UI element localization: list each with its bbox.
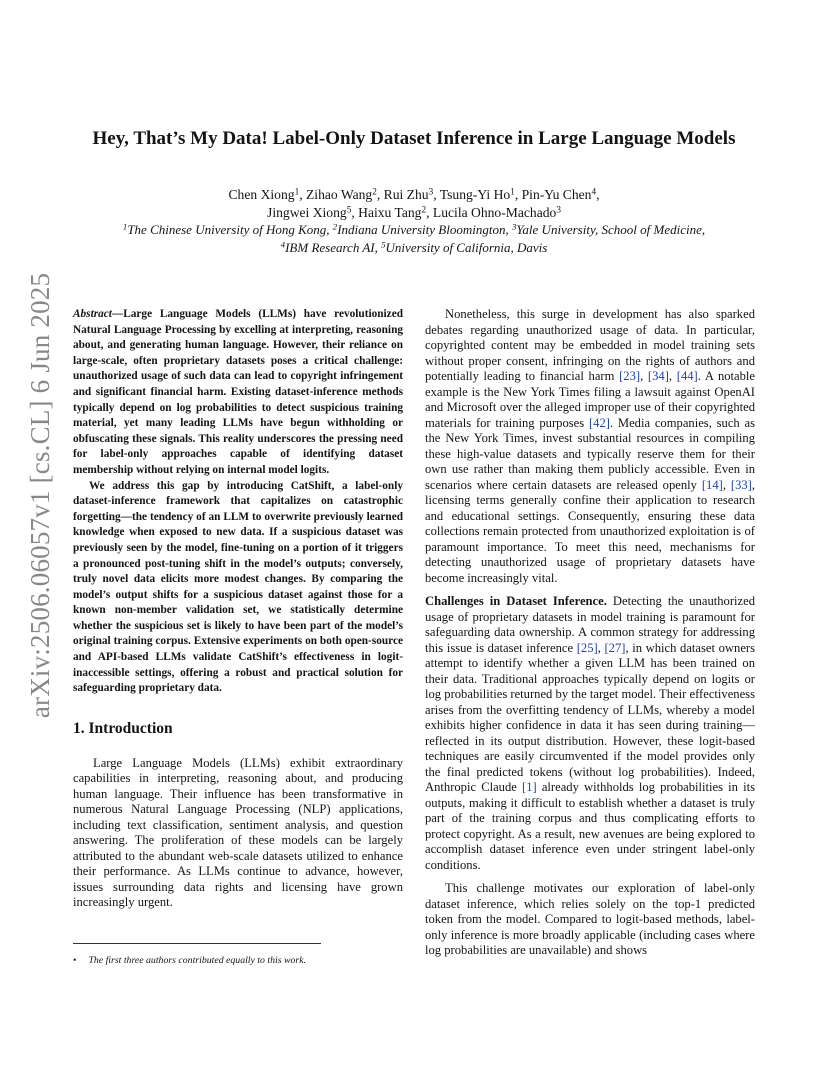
author-name: Pin-Yu Chen [521, 187, 592, 202]
text-run: , [668, 369, 677, 383]
right-paragraph-2 [425, 594, 755, 873]
author-affiliation-mark: 1 [294, 186, 300, 197]
text-run: , [597, 640, 605, 655]
challenges-heading: Challenges in Dataset Inference. [425, 594, 607, 608]
abstract-text-1: —Large Language Models (LLMs) have revolutionized Natural Language Processing by excelling at interpreting, reasoning about, and generating human language. However, their reliance on large-scale, often proprietary datasets poses a critical challenge: unauthorized usage of such data can lead to copyright infringement and significant financial harm. Existing dataset-inference methods typically depend on log probabilities to detect suspicious training material, yet many leading LLMs have begun withholding or obfuscating these signals. This reality underscores the pressing need for label-only approaches capable of identifying dataset membership without relying on internal model logits. [73, 308, 403, 476]
citation-link: [25] [576, 640, 598, 655]
author-name: Chen Xiong [228, 187, 295, 202]
author-affiliation-mark: 4 [591, 186, 597, 197]
left-column [73, 307, 403, 911]
author-affiliation-mark: 5 [346, 204, 352, 215]
text-run: . A notable example is the New York Times filing a lawsuit against OpenAI and Microsoft over the alleged improper use of their copyrighted materials for training purposes [425, 369, 756, 430]
challenges-text [425, 594, 755, 872]
affiliation-mark: 3 [511, 221, 517, 232]
author-line-1 [0, 186, 828, 204]
citation-link: [14] [701, 477, 723, 492]
text-run: . Media companies, such as the New York Times, invest substantial resources in compiling these high-value datasets and typically reserve them for their own use rather than making them publicly accessible. Even in scenarios where certain datasets are released openly [425, 415, 755, 492]
citation-link: [42] [588, 415, 610, 430]
affiliation-mark: 4 [280, 239, 286, 250]
affiliation-name: University of California, Davis [385, 240, 548, 255]
right-column [425, 307, 755, 959]
author-separator: , [299, 187, 306, 202]
right-paragraph-3: This challenge motivates our exploration of label-only dataset inference, which relies solely on the top-1 predicted token from the model. Compared to logit-based methods, label-only inference is more broadly applicable (including cases where log probabilities are unavailable) and shows [425, 881, 755, 957]
citation-link: [23] [619, 369, 641, 383]
text-run: Detecting the unauthorized usage of proprietary datasets in model training is paramount for safeguarding data ownership. A common strategy for addressing this issue is dataset inference [425, 594, 756, 655]
text-run: , in which dataset owners attempt to identify whether a given LLM has been trained on their data. Traditional approaches typically depend on logits or log probabilities returned by the target model. Their effectiveness arises from the overfitting tendency of LLMs, whereby a model exhibits higher confidence in data it has seen during training—reflected in its output distribution. However, these logit-based techniques are easily circumvented if the model provides only the final predicted tokens (without log probabilities). Indeed, Anthropic Claude [425, 640, 756, 794]
author-affiliation-mark: 1 [510, 186, 515, 197]
author-name: Rui Zhu [383, 187, 429, 202]
affiliation-name: The Chinese University of Hong Kong, [127, 222, 333, 237]
citation-link: [27] [604, 640, 626, 655]
right-paragraph-1 [425, 307, 755, 586]
paper-title: Hey, That’s My Data! Label-Only Dataset Inference in Large Language Models [92, 128, 736, 149]
text-run: , [722, 477, 731, 492]
citation-link: [34] [647, 369, 669, 383]
affiliation-mark: 5 [381, 239, 386, 250]
author-name: Haixu Tang [358, 205, 422, 220]
affiliation-line-2 [0, 239, 828, 257]
author-separator: , [351, 205, 359, 220]
author-separator: , [433, 187, 440, 202]
author-line-2 [0, 204, 828, 222]
affiliation-name: Indiana University Bloomington, [337, 222, 512, 237]
author-separator: , [426, 205, 433, 220]
author-list [0, 186, 828, 222]
author-affiliation-mark: 3 [556, 204, 561, 215]
affiliation-name: Yale University, School of Medicine, [516, 222, 706, 237]
author-affiliation-mark: 3 [428, 186, 434, 197]
affiliation-name: IBM Research AI, [285, 240, 382, 255]
citation-link: [33] [730, 477, 752, 492]
affiliation-list [0, 221, 828, 257]
author-separator: , [514, 187, 522, 202]
footnote-rule [73, 943, 321, 944]
text-run: , [640, 369, 648, 383]
affiliation-line-1 [0, 221, 828, 239]
author-separator: , [376, 187, 384, 202]
affiliation-mark: 2 [332, 221, 338, 232]
text-run: Nonetheless, this surge in development has also sparked debates regarding unauthorized usage of data. In particular, copyrighted content may be embedded in model training sets without proper consent, infringing on the rights of authors and potentially leading to financial harm [425, 307, 755, 383]
author-affiliation-mark: 2 [421, 204, 427, 215]
footnote-bullet: • [73, 955, 77, 966]
affiliation-mark: 1 [122, 221, 128, 232]
author-name: Zihao Wang [305, 187, 373, 202]
author-separator: , [596, 187, 600, 202]
arxiv-identifier: arXiv:2506.06057v1 [cs.CL] 6 Jun 2025 [25, 272, 56, 718]
abstract-paragraph-2: We address this gap by introducing CatShift, a label-only dataset-inference framework that capitalizes on catastrophic forgetting—the tendency of an LLM to overwrite previously learned knowledge when exposed to new data. If a suspicious dataset was previously seen by the model, fine-tuning on a portion of it triggers a pronounced post-tuning shift in the model’s outputs; conversely, truly novel data elicits more modest changes. By comparing the model’s output shifts for a suspicious dataset against those for a known non-member validation set, we statistically determine whether the suspicious set is likely to have been part of the model’s original training corpus. Extensive experiments on both open-source and API-based LLMs validate CatShift’s effectiveness in logit-inaccessible settings, offering a robust and practical solution for safeguarding proprietary data. [73, 479, 403, 695]
citation-link: [44] [676, 369, 698, 383]
author-name: Tsung-Yi Ho [439, 187, 511, 202]
author-name: Lucila Ohno-Machado [432, 205, 557, 220]
citation-link: [1] [522, 780, 537, 794]
text-run: already withholds log probabilities in its outputs, making it difficult to establish whether a dataset is truly part of the training corpus and thus complicating efforts to protect copyright. As a result, new avenues are being explored to accomplish dataset inference even under stringent label-only conditions. [425, 780, 755, 872]
author-affiliation-mark: 2 [372, 186, 377, 197]
abstract-label: Abstract [73, 308, 112, 320]
text-run: , licensing terms generally confine their application to research and educational settings. Consequently, ensuring these data collections remain protected from unauthorized exploitation is of paramount importance. To meet this need, mechanisms for detecting unauthorized usage of proprietary datasets have become increasingly vital. [425, 477, 756, 585]
arxiv-sidebar-stamp [23, 272, 59, 718]
footnote [73, 954, 403, 967]
intro-paragraph-1: Large Language Models (LLMs) exhibit extraordinary capabilities in interpreting, reasoning about, and producing human language. Their influence has been transformative in numerous Natural Language Processing (NLP) applications, including text classification, sentiment analysis, and question answering. The proliferation of these models can be largely attributed to the abundant web-scale datasets utilized to enhance their performance. As LLMs continue to advance, however, issues surrounding data rights and licensing have grown increasingly urgent. [73, 755, 403, 910]
abstract-paragraph-1 [73, 307, 403, 479]
footnote-text: The first three authors contributed equally to this work. [88, 955, 307, 966]
author-name: Jingwei Xiong [267, 205, 347, 220]
section-heading-introduction: 1. Introduction [73, 719, 173, 737]
